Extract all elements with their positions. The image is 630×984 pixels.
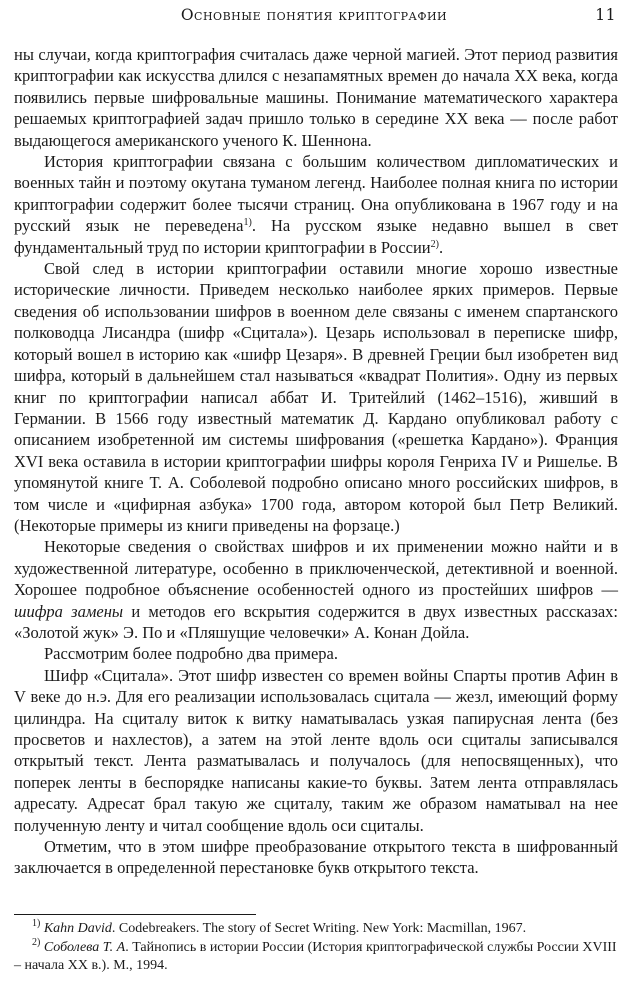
footnote-text: . Codebreakers. The story of Secret Writing. New York: Macmillan, 1967. [111,921,527,936]
paragraph-text: Некоторые сведения о свойствах шифров и их применении можно найти и в художественной литературе, особенно в приключенческой, детективной и военной. Хорошее подробное объяснение особенностей одного из простейших шифров — [14,537,618,600]
footnote-1 [14,920,618,939]
paragraph-continued: ны случаи, когда криптография считалась даже черной магией. Этот период развития криптографии как искусства длился с незапамятных времен до начала XX века, когда появились первые шифровальные машины. Понимание математического характера решаемых криптографией задач пришло только в середине XX века — после работ выдающегося американского ученого К. Шеннона. [14,45,618,150]
footnote-ref-1: 1) [243,217,252,229]
paragraph-text: . На русском языке недавно вышел в свет фундаментальный труд по истории криптографии в России [14,216,618,257]
page-number: 11 [595,6,616,24]
body-text [14,44,618,879]
paragraph-note: Отметим, что в этом шифре преобразование открытого текста в шифрованный заключается в определенной перестановке букв открытого текста. [14,837,618,878]
footnote-author: Соболева Т. А [43,939,126,955]
running-title: Основные понятия криптографии [180,6,448,24]
paragraph-text: История криптографии связана с большим количеством дипломатических и военных тайн и поэтому окутана туманом легенд. Наиболее полная книга по истории криптографии содержит более тысячи страниц. Она опубликована в 1967 году и на русский язык не переведена [14,152,618,236]
footnotes [14,920,618,976]
running-head [12,6,616,28]
footnote-text: . Тайнопись в истории России (История криптографической службы России XVIII – начала XX в.). М., 1994. [14,939,617,973]
paragraph-literature [14,536,618,643]
paragraph-examples-intro: Рассмотрим более подробно два примера. [44,644,339,664]
footnote-divider [14,914,256,915]
footnote-mark: 1) [32,918,41,929]
footnote-mark: 2) [32,936,41,948]
paragraph-text: . [438,237,444,257]
paragraph-text: и методов его вскрытия содержится в двух известных рассказах: «Золотой жук» Э. По и «Пляшущие человечки» А. Конан Дойла. [14,601,618,642]
paragraph-history [14,151,618,258]
emphasis-term: шифра замены [14,601,124,621]
footnote-ref-2: 2) [430,238,439,250]
paragraph-scytale: Шифр «Сцитала». Этот шифр известен со времен войны Спарты против Афин в V веке до н.э. Для его реализации использовалась сцитала — жезл, имеющий форму цилиндра. На сциталу виток к витку наматывалась узкая папирусная лента (без просветов и нахлестов), а затем на этой ленте вдоль оси сциталы записывался открытый текст. Лента разматывалась и получалось (для непосвященных), что поперек ленты в беспорядке написаны какие-то буквы. Затем лента отправлялась адресату. Адресат брал такую же сциталу, таким же образом наматывал на нее полученную ленту и читал сообщение вдоль оси сциталы. [14,665,618,835]
footnote-author: Kahn David [43,921,112,936]
paragraph-personalities: Свой след в истории криптографии оставили многие хорошо известные исторические личности. Приведем несколько наиболее ярких примеров. Первые сведения об использовании шифров в военном деле связаны с именем спартанского полководца Лисандра (шифр «Сцитала»). Цезарь использовал в переписке шифр, который вошел в историю как «шифр Цезаря». В древней Греции был изобретен вид шифра, который в дальнейшем стал называться «квадрат Полития». Одну из первых книг по криптографии написал аббат И. Тритейлий (1462–1516), живший в Германии. В 1566 году известный математик Д. Кардано опубликовал работу с описанием изобретенной им системы шифрования («решетка Кардано»). Франция XVI века оставила в истории криптографии шифры короля Генриха IV и Ришелье. В упомянутой книге Т. А. Соболевой подробно описано много российских шифров, в том числе и «цифирная азбука» 1700 года, автором которой был Петр Великий. (Некоторые примеры из книги приведены на форзаце.) [14,259,618,535]
footnote-2 [14,936,618,976]
